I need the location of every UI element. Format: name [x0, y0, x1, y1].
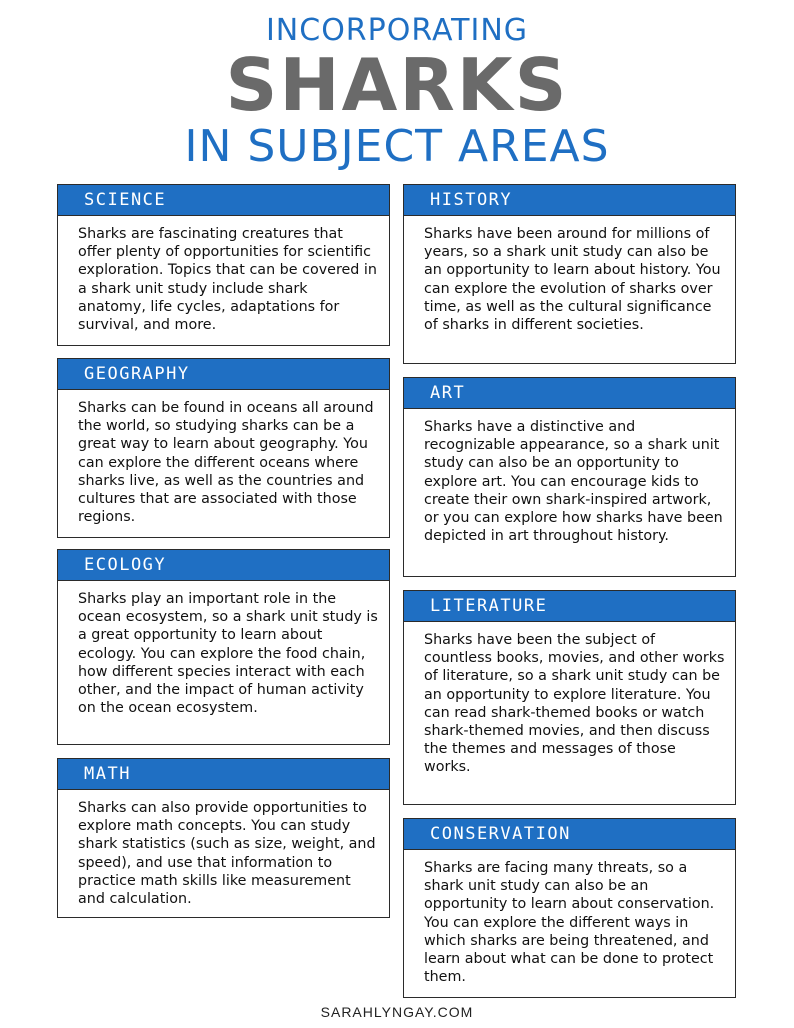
card-heading: ECOLOGY: [58, 550, 389, 581]
card-literature: [403, 590, 736, 805]
card-text: Sharks can be found in oceans all around the world, so studying sharks can be a great way to learn about geography. You can explore the different oceans where sharks live, as well as the countries and cultures that are associated with those regions.: [78, 400, 374, 526]
title-line-1: INCORPORATING: [265, 13, 529, 48]
card-text: Sharks have been the subject of countless books, movies, and other works of literature, so a shark unit study can be an opportunity to explore literature. You can read shark-themed books or watch shark-themed movies, and then discuss the themes and messages of those works.: [424, 632, 725, 776]
card-math: [57, 758, 390, 918]
card-geography: [57, 358, 390, 538]
card-art: [403, 377, 736, 577]
card-ecology: [57, 549, 390, 745]
card-text: Sharks can also provide opportunities to explore math concepts. You can study shark statistics (such as size, weight, and speed), and use that information to practice math skills like measurement and calculation.: [78, 800, 376, 908]
title-line-2: SHARKS: [225, 43, 569, 127]
card-text: Sharks are facing many threats, so a shark unit study can also be an opportunity to learn about conservation. You can explore the different ways in which sharks are being threatened, and learn about what can be done to protect them.: [424, 860, 715, 986]
card-heading: CONSERVATION: [404, 819, 735, 850]
card-heading: SCIENCE: [58, 185, 389, 216]
title-line-3: IN SUBJECT AREAS: [184, 121, 610, 172]
page-title: [0, 14, 794, 172]
card-heading: GEOGRAPHY: [58, 359, 389, 390]
card-heading: LITERATURE: [404, 591, 735, 622]
card-history: [403, 184, 736, 364]
card-text: Sharks have a distinctive and recognizable appearance, so a shark unit study can also be an opportunity to explore art. You can encourage kids to create their own shark-inspired artwork, or you can explore how sharks have been depicted in art throughout history.: [424, 419, 723, 545]
card-text: Sharks have been around for millions of years, so a shark unit study can also be an opportunity to learn about history. You can explore the evolution of sharks over time, as well as the cultural significance of sharks in different societies.: [424, 226, 721, 334]
card-text: Sharks play an important role in the ocean ecosystem, so a shark unit study is a great opportunity to learn about ecology. You can explore the food chain, how different species interact with each other, and the impact of human activity on the ocean ecosystem.: [78, 591, 378, 717]
footer-url: SARAHLYNGAY.COM: [320, 1004, 474, 1020]
card-text: Sharks are fascinating creatures that offer plenty of opportunities for scientific exploration. Topics that can be covered in a shark unit study include shark anatomy, life cycles, adaptations for survival, and more.: [78, 226, 377, 334]
card-heading: ART: [404, 378, 735, 409]
card-heading: HISTORY: [404, 185, 735, 216]
card-heading: MATH: [58, 759, 389, 790]
card-conservation: [403, 818, 736, 998]
card-science: [57, 184, 390, 346]
